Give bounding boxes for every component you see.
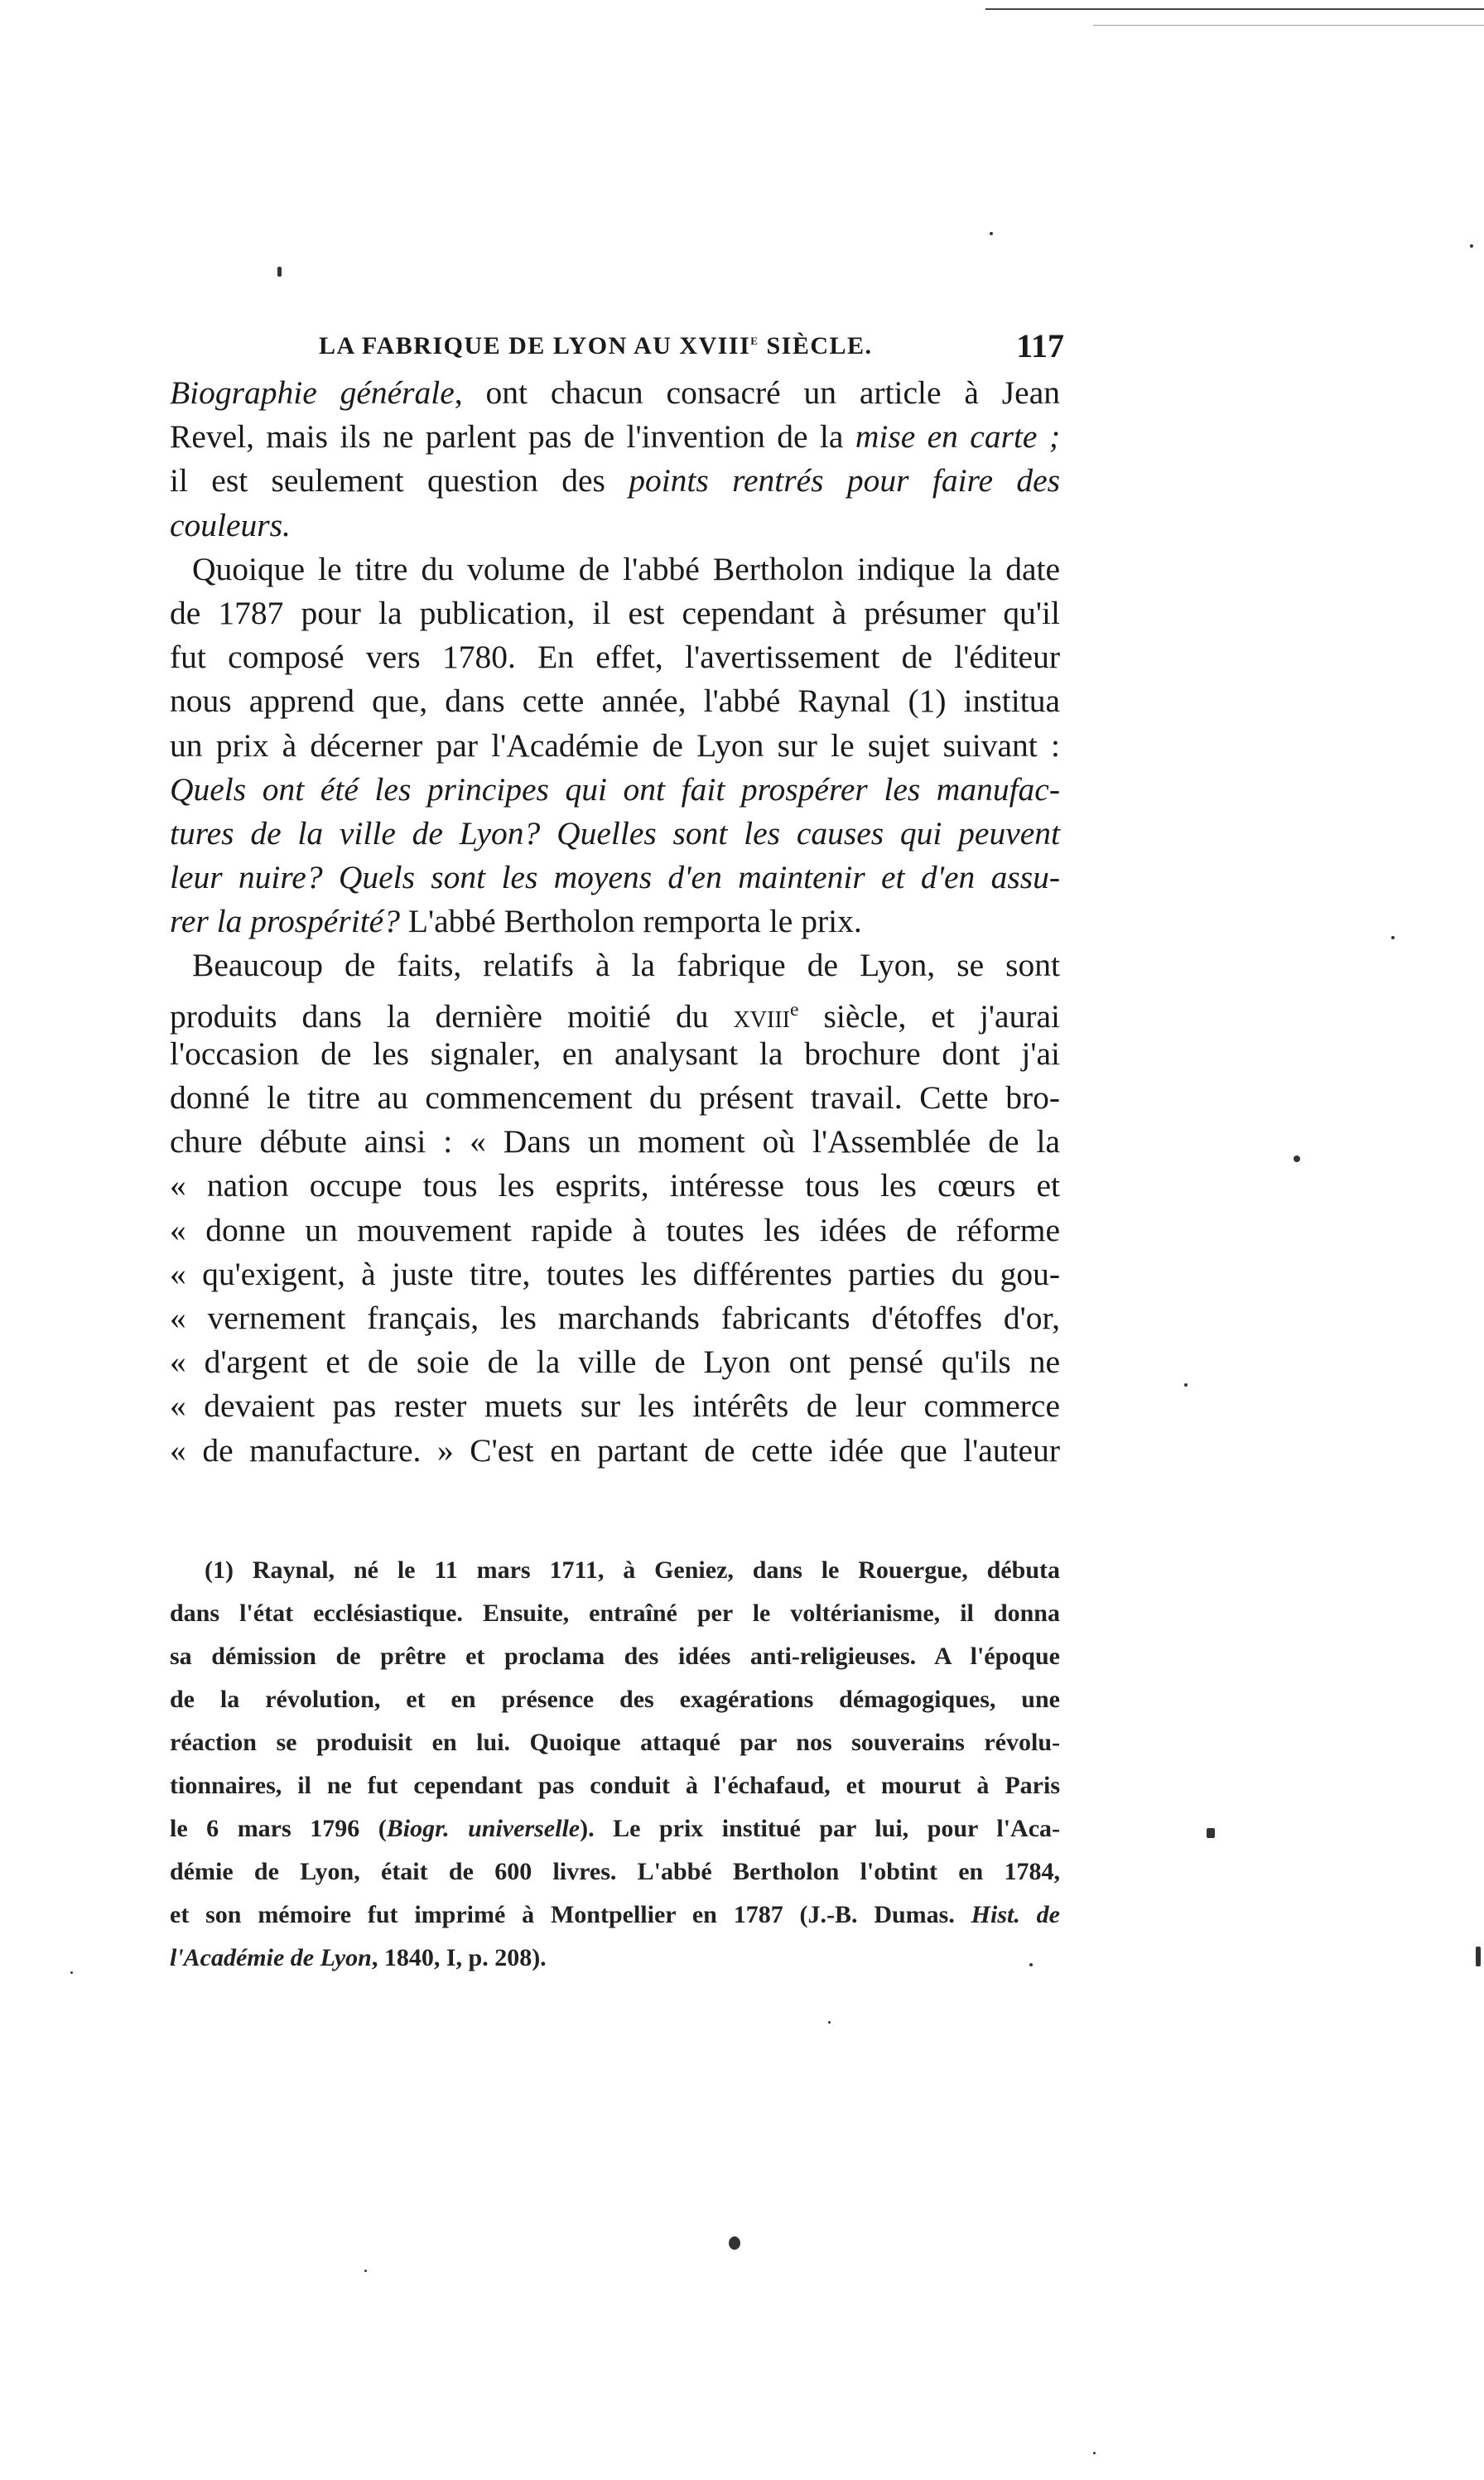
text-segment: « vernement français, les marchands fabricants d'étoffes d'or, [170,1299,1060,1336]
body-line [170,679,1060,723]
text-segment: Hist. de [971,1901,1060,1928]
text-segment: et son mémoire fut imprimé à Montpellier en 1787 (J.-B. Dumas. [170,1901,971,1928]
scan-speck [70,1971,73,1974]
text-segment: mise en carte ; [855,418,1061,456]
text-segment: Beaucoup de faits, relatifs à la fabrique de Lyon, se sont [192,947,1060,984]
scan-speck [1476,1947,1481,1966]
text-segment: points rentrés pour faire des [629,462,1060,499]
running-title-superscript: e [750,331,759,348]
footnote-line [170,1721,1060,1764]
text-segment: « d'argent et de soie de la ville de Lyon ont pensé qu'ils ne [170,1344,1060,1381]
text-segment: leur nuire? Quels sont les moyens d'en maintenir et d'en assu- [170,859,1060,896]
text-segment: L'abbé Bertholon remporta le prix. [399,903,862,940]
body-line [170,415,1060,459]
text-segment: , 1840, I, p. 208). [371,1944,547,1971]
body-line [170,812,1060,856]
page-edge-rule [985,8,1484,10]
text-segment: , ont chacun consacré un article à Jean [454,374,1060,411]
footnote-line [170,1764,1060,1807]
scan-speck [1184,1383,1188,1387]
text-segment: tures de la ville de Lyon? Quelles sont les causes qui peuvent [170,814,1060,852]
body-line [170,768,1060,812]
scan-speck [1093,2452,1096,2454]
body-line [170,988,1060,1035]
footnote-line [170,1937,1060,1980]
text-segment: Quoique le titre du volume de l'abbé Bertholon indique la date [192,550,1060,587]
text-segment: « devaient pas rester muets sur les intérêts de leur commerce [170,1387,1060,1425]
body-line [170,1164,1060,1208]
text-segment: Biogr. universelle [386,1815,581,1842]
body-line [170,1209,1060,1252]
text-segment: fut composé vers 1780. En effet, l'avertissement de l'éditeur [170,639,1060,676]
page-number: 117 [1016,327,1064,364]
text-segment: « nation occupe tous les esprits, intéresse tous les cœurs et [170,1167,1060,1204]
text-segment: (1) Raynal, né le 11 mars 1711, à Geniez, dans le Rouergue, débuta [205,1556,1060,1584]
scan-speck [1207,1828,1215,1838]
text-segment: dans l'état ecclésiastique. Ensuite, entraîné per le voltérianisme, il donna [170,1599,1060,1627]
running-title-end: SIÈCLE. [759,332,873,359]
body-line [170,504,1060,548]
footnote-line [170,1549,1060,1592]
body-line [170,371,1060,415]
text-segment: de 1787 pour la publication, il est cependant à présumer qu'il [170,594,1060,631]
text-segment: Biographie générale [170,374,455,411]
body-line [170,856,1060,900]
text-segment: « de manufacture. » C'est en partant de cette idée que l'auteur [170,1431,1060,1469]
scan-speck [1470,244,1473,248]
scan-speck [277,267,282,277]
text-segment: il est seulement question des [170,462,629,499]
body-line [170,1340,1060,1384]
text-segment: l'Académie de Lyon [170,1944,372,1971]
footnote-line [170,1592,1060,1635]
body-line [170,1076,1060,1120]
text-segment: e [789,998,799,1020]
text-segment: « qu'exigent, à juste titre, toutes les différentes parties du gou- [170,1255,1060,1292]
body-line [170,1384,1060,1428]
running-title-main: LA FABRIQUE DE LYON AU XVIII [319,332,751,359]
body-line [170,459,1060,503]
scan-speck [729,2236,740,2250]
text-segment: donné le titre au commencement du présent travail. Cette bro- [170,1079,1060,1116]
footnote-line [170,1850,1060,1894]
text-segment: réaction se produisit en lui. Quoique attaqué par nos souverains révolu- [170,1729,1060,1756]
text-segment: xviii [733,997,790,1035]
scan-speck [828,2021,831,2024]
text-segment: de la révolution, et en présence des exagérations démagogiques, une [170,1686,1060,1713]
text-segment: Revel, mais ils ne parlent pas de l'invention de la [170,418,855,456]
text-segment: ). Le prix institué par lui, pour l'Aca- [580,1815,1060,1842]
text-segment: Quels ont été les principes qui ont fait prospérer les manufac- [170,770,1060,808]
footnote-line [170,1894,1060,1937]
body-line [170,724,1060,768]
body-text [170,371,1060,1473]
text-segment: démie de Lyon, était de 600 livres. L'abbé Bertholon l'obtint en 1784, [170,1858,1060,1885]
text-segment: « donne un mouvement rapide à toutes les idées de réforme [170,1211,1060,1248]
footnote-line [170,1635,1060,1678]
text-segment: le 6 mars 1796 ( [170,1815,387,1842]
body-line [170,1120,1060,1164]
footnote [170,1549,1060,1980]
text-segment: nous apprend que, dans cette année, l'abbé Raynal (1) institua [170,683,1060,720]
body-line [170,1032,1060,1076]
body-line [170,591,1060,635]
running-title [319,331,873,360]
body-line [170,635,1060,679]
page-edge-rule-secondary [1093,25,1484,26]
text-segment: tionnaires, il ne fut cependant pas conduit à l'échafaud, et mourut à Paris [170,1772,1060,1799]
text-segment: siècle, et j'aurai [798,997,1060,1035]
body-line [170,1252,1060,1296]
body-line [170,1429,1060,1473]
footnote-line [170,1807,1060,1850]
footnote-line [170,1678,1060,1721]
scan-speck [1294,1156,1300,1162]
text-segment: produits dans la dernière moitié du [170,997,734,1035]
scan-speck [990,232,993,235]
text-segment: chure débute ainsi : « Dans un moment où l'Assemblée de la [170,1123,1060,1160]
text-segment: sa démission de prêtre et proclama des idées anti-religieuses. A l'époque [170,1643,1060,1670]
scan-speck [1029,1963,1033,1966]
text-segment: rer la prospérité? [170,903,400,940]
scan-speck [1391,936,1395,939]
body-line [170,548,1060,591]
text-segment: l'occasion de les signaler, en analysant la brochure dont j'ai [170,1035,1060,1072]
body-line [170,1296,1060,1340]
body-line [170,900,1060,943]
body-line [170,943,1060,987]
text-segment: couleurs. [170,506,291,543]
running-header [319,326,1064,366]
scan-speck [364,2270,367,2272]
text-segment: un prix à décerner par l'Académie de Lyon sur le sujet suivant : [170,726,1060,764]
